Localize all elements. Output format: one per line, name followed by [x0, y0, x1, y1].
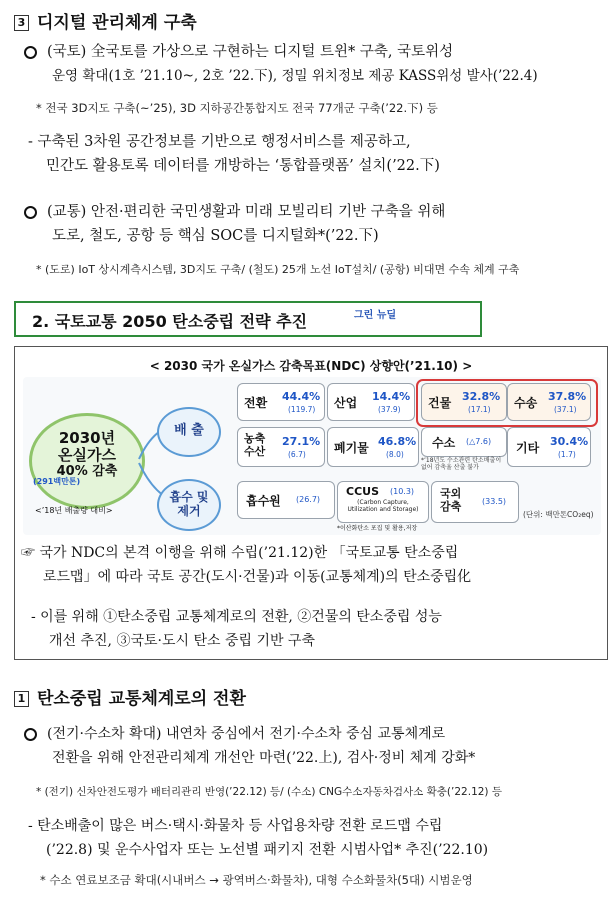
value: (10.3) [390, 487, 415, 496]
circle-baseline-note: <’18년 배출량 대비> [35, 506, 113, 515]
roadmap-line2: 로드맵」에 따라 국토 공간(도시·건물)과 이동(교통체계)의 탄소중립化 [43, 569, 472, 585]
sector-building [421, 383, 507, 421]
label: 수소 [432, 436, 456, 450]
dash-platform-line1: - 구축된 3차원 공간정보를 기반으로 행정서비스를 제공하고, [28, 134, 411, 150]
label: 건물 [428, 396, 452, 410]
section-1-heading [14, 684, 246, 709]
ndc-target-circle [29, 413, 145, 509]
sector-ccus [337, 481, 429, 523]
ccus-note: *이산화탄소 포집 및 활용,저장 [337, 525, 418, 532]
label: 국외 감축 [440, 487, 462, 513]
bullet-circle-icon [24, 206, 37, 219]
value: 44.4% [282, 390, 321, 403]
dash-commercial-line2: (’22.8) 및 운수사업자 또는 노선별 패키지 전환 시범사업* 추진(’22.10) [46, 842, 489, 858]
section-number-box: 3 [14, 15, 29, 31]
strategy-line2: 개선 추진, ③국토·도시 탄소 중립 기반 구축 [49, 633, 315, 649]
emission-node: 배 출 [157, 407, 221, 457]
sector-transition [237, 383, 325, 421]
ndc-heading: < 2030 국가 온실가스 감축목표(NDC) 상향안(’21.10) > [149, 359, 473, 373]
dash-platform-line2: 민간도 활용토록 데이터를 개방하는 ‘통합플랫폼’ 설치(’22.下) [46, 158, 440, 174]
absorption-line1: 흡수 및 [169, 490, 209, 504]
bullet-transport-line1: (교통) 안전·편리한 국민생활과 미래 모빌리티 기반 구축을 위해 [47, 204, 446, 220]
bullet-transport [24, 200, 604, 248]
bullet-ev-line2: 전환을 위해 안전관리체계 개선안 마련(’22.上), 검사·정비 체계 강화* [52, 750, 476, 766]
note-ev-safety: * (전기) 신차안전도평가 배터리관리 반영(’22.12) 등/ (수소) CNG수소자동차검사소 확충(’22.12) 등 [36, 786, 503, 798]
sector-overseas [431, 481, 519, 523]
value: (26.7) [296, 495, 321, 504]
absorption-node [157, 479, 221, 531]
unit-note: (단위: 백만톤CO₂eq) [523, 510, 594, 519]
bullet-circle-icon [24, 46, 37, 59]
value: 46.8% [378, 435, 417, 448]
dash-commercial-line1: - 탄소배출이 많은 버스·택시·화물차 등 사업용차량 전환 로드맵 수립 [28, 818, 443, 834]
amount: (119.7) [288, 405, 316, 414]
bullet-ev-line1: (전기·수소차 확대) 내연차 중심에서 전기·수소차 중심 교통체계로 [47, 726, 446, 742]
sector-waste [327, 427, 419, 467]
sector-etc [507, 427, 591, 467]
roadmap-line1: ☞ 국가 NDC의 본격 이행을 위해 수립(’21.12)한 「국토교통 탄소중립 [21, 545, 459, 561]
sector-sink [237, 481, 335, 519]
hydrogen-note: *’18년도 수소관련 탄소배출이 없어 감축율 산출 불가 [421, 457, 502, 471]
amount: (37.9) [378, 405, 401, 414]
label: 전환 [244, 396, 268, 410]
sector-transport [507, 383, 591, 421]
label: 농축 수산 [244, 432, 266, 458]
dash-commercial-vehicles [28, 814, 608, 862]
circle-ghg: 온실가스 [58, 446, 116, 464]
strategy-line1: - 이를 위해 ①탄소중립 교통체계로의 전환, ②건물의 탄소중립 성능 [31, 609, 442, 625]
bullet-transport-line2: 도로, 철도, 공항 등 핵심 SOC를 디지털화*(’22.下) [52, 228, 379, 244]
value: (△7.6) [466, 437, 492, 446]
absorption-line2: 제거 [177, 504, 201, 518]
ndc-panel [14, 346, 608, 660]
amount: (6.7) [288, 450, 306, 459]
amount: (37.1) [554, 405, 577, 414]
ccus-desc: (Carbon Capture, Utilization and Storage) [347, 499, 419, 513]
label: 폐기물 [334, 441, 369, 455]
bullet-ev-hydrogen [24, 722, 608, 770]
ndc-diagram [23, 377, 601, 535]
section-number-box: 1 [14, 691, 29, 707]
section-3-heading [14, 8, 197, 33]
value: 27.1% [282, 435, 321, 448]
bullet-land [24, 40, 604, 88]
section-title: 디지털 관리체계 구축 [37, 13, 197, 33]
label: 수송 [514, 396, 538, 410]
value: 30.4% [550, 435, 589, 448]
value: (33.5) [482, 497, 507, 506]
amount: (8.0) [386, 450, 404, 459]
green-new-deal-tag: 그린 뉴딜 [354, 310, 397, 321]
note-hydrogen-subsidy: * 수소 연료보조금 확대(시내버스 → 광역버스·화물차), 대형 수소화물차(5대) 시범운영 [40, 873, 473, 887]
bullet-land-line1: (국토) 全국토를 가상으로 구현하는 디지털 트윈* 구축, 국토위성 [47, 44, 454, 60]
note-3d-map: * 전국 3D지도 구축(~’25), 3D 지하공간통합지도 전국 77개군 구축(’22.下) 등 [36, 101, 438, 115]
amount: (1.7) [558, 450, 576, 459]
sector-hydrogen [421, 427, 507, 457]
section-2-heading-box [14, 301, 482, 337]
section-title: 탄소중립 교통체계로의 전환 [37, 689, 246, 709]
value: 32.8% [462, 390, 501, 403]
value: 37.8% [548, 390, 587, 403]
panel-strategy-text [31, 605, 601, 653]
dash-platform [28, 130, 608, 178]
label: 흡수원 [246, 494, 281, 508]
label: 산업 [334, 396, 358, 410]
sector-agriculture [237, 427, 325, 467]
bullet-land-line2: 운영 확대(1호 ’21.10~, 2호 ’22.下), 정밀 위치정보 제공 KASS위성 발사(’22.4) [52, 68, 538, 84]
circle-amount: (291백만톤) [33, 477, 81, 486]
note-iot: * (도로) IoT 상시계측시스템, 3D지도 구축/ (철도) 25개 노선 IoT설치/ (공항) 비대면 수속 체계 구축 [36, 263, 520, 276]
value: 14.4% [372, 390, 411, 403]
section-2-title: 2. 국토교통 2050 탄소중립 전략 추진 [32, 312, 308, 331]
panel-roadmap-text [21, 541, 601, 589]
circle-year: 2030년 [58, 429, 116, 447]
label: 기타 [516, 441, 540, 455]
circle-reduction: 40% 감축 [56, 464, 118, 479]
amount: (17.1) [468, 405, 491, 414]
bullet-circle-icon [24, 728, 37, 741]
sector-industry [327, 383, 415, 421]
label: CCUS [346, 485, 379, 498]
